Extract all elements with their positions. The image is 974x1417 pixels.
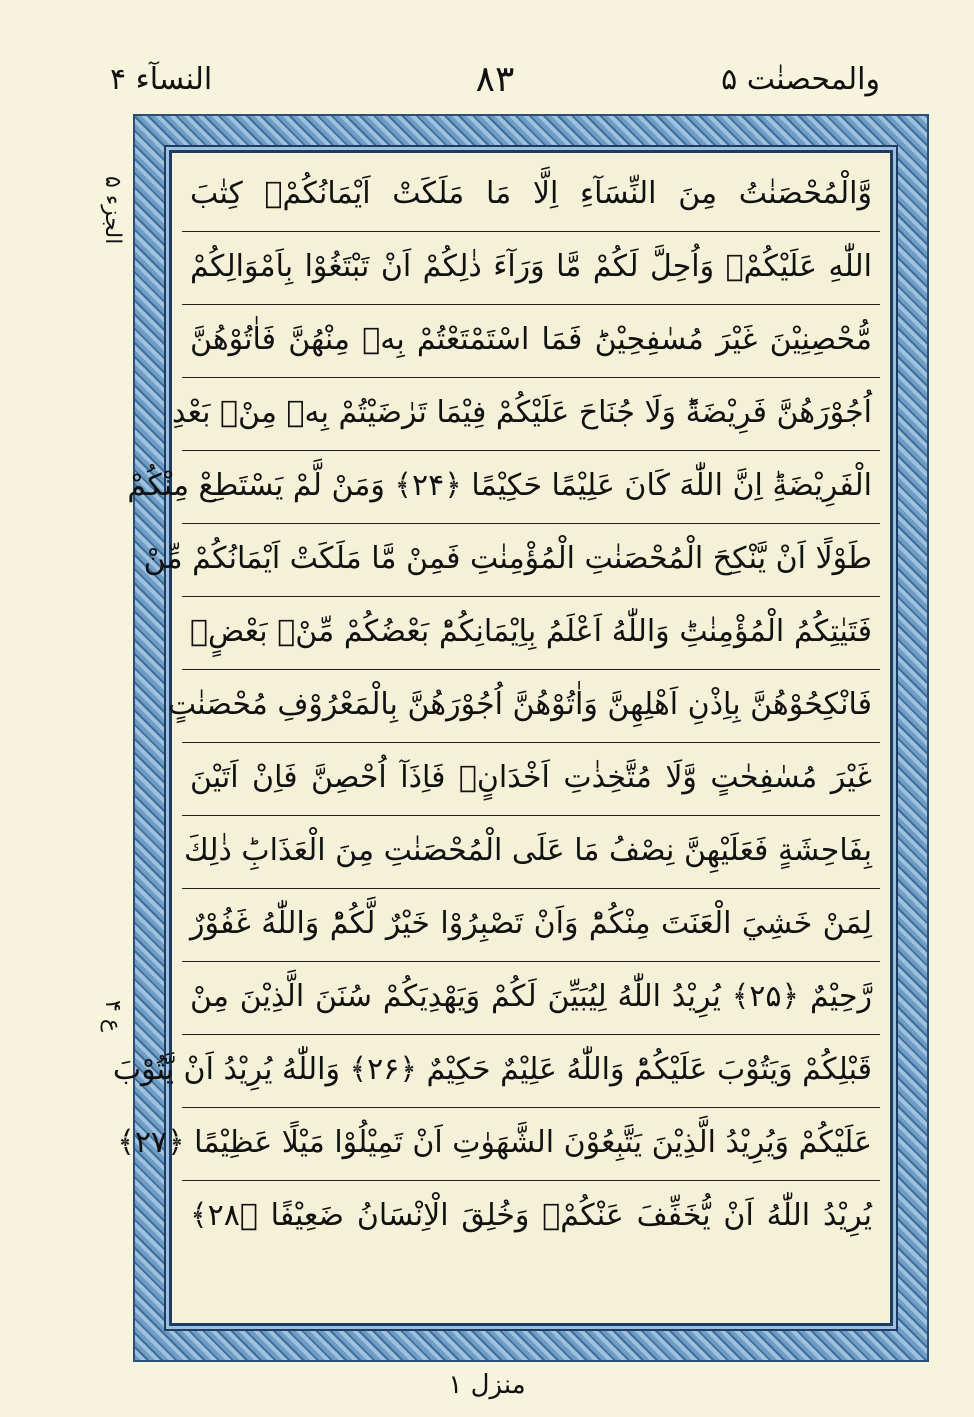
verse-line: فَانْكِحُوْهُنَّ بِاِذْنِ اَهْلِهِنَّ وَاٰتُوْهُنَّ اُجُوْرَهُنَّ بِالْمَعْرُوْفِ مُحْصَنٰتٍ (182, 670, 880, 743)
verse-line: رَّحِيْمٌ ﴿۲۵﴾ يُرِيْدُ اللّٰهُ لِيُبَيِّنَ لَكُمْ وَيَهْدِيَكُمْ سُنَنَ الَّذِيْنَ مِنْ (182, 962, 880, 1035)
ruku-marker: ع ۴ (100, 1000, 125, 1032)
verse-line: اُجُوْرَهُنَّ فَرِيْضَةًؕ وَلَا جُنَاحَ عَلَيْكُمْ فِيْمَا تَرٰضَيْتُمْ بِهٖ مِنْۢ بَعْدِ (182, 378, 880, 451)
manzil-label: منزل ۱ (448, 1370, 526, 1400)
verse-line: قَبْلِكُمْ وَيَتُوْبَ عَلَيْكُمْؕ وَاللّٰهُ عَلِيْمٌ حَكِيْمٌ ﴿۲۶﴾ وَاللّٰهُ يُرِيْدُ اَنْ يَّتُوْبَ (182, 1035, 880, 1108)
verse-line: لِمَنْ خَشِيَ الْعَنَتَ مِنْكُمْؕ وَاَنْ تَصْبِرُوْا خَيْرٌ لَّكُمْؕ وَاللّٰهُ غَفُوْرٌ (182, 889, 880, 962)
verse-line: يُرِيْدُ اللّٰهُ اَنْ يُّخَفِّفَ عَنْكُمْۚ وَخُلِقَ الْاِنْسَانُ ضَعِيْفًا ﴿۲۸﴾ (190, 1198, 872, 1233)
page-header (110, 58, 880, 108)
verse-line: طَوْلًا اَنْ يَّنْكِحَ الْمُحْصَنٰتِ الْمُؤْمِنٰتِ فَمِنْ مَّا مَلَكَتْ اَيْمَانُكُمْ مِّنْ (182, 524, 880, 597)
verse-line: غَيْرَ مُسٰفِحٰتٍ وَّلَا مُتَّخِذٰتِ اَخْدَانٍۚ فَاِذَآ اُحْصِنَّ فَاِنْ اَتَيْنَ (182, 743, 880, 816)
surah-name: النسآء ۴ (110, 62, 213, 97)
verse-line: عَلَيْكُمْ وَيُرِيْدُ الَّذِيْنَ يَتَّبِعُوْنَ الشَّهَوٰتِ اَنْ تَمِيْلُوْا مَيْلًا عَظِيْمًا ﴿۲۷﴾ (182, 1108, 880, 1181)
verse-line: وَّالْمُحْصَنٰتُ مِنَ النِّسَآءِ اِلَّا مَا مَلَكَتْ اَيْمَانُكُمْۚ كِتٰبَ (182, 159, 880, 232)
verse-line: اللّٰهِ عَلَيْكُمْۚ وَاُحِلَّ لَكُمْ مَّا وَرَآءَ ذٰلِكُمْ اَنْ تَبْتَغُوْا بِاَمْوَالِكُمْ (182, 232, 880, 305)
verse-line: مُّحْصِنِيْنَ غَيْرَ مُسٰفِحِيْنَؕ فَمَا اسْتَمْتَعْتُمْ بِهٖ مِنْهُنَّ فَاٰتُوْهُنَّ (182, 305, 880, 378)
page-number: ۸۳ (475, 59, 515, 100)
verse-line: بِفَاحِشَةٍ فَعَلَيْهِنَّ نِصْفُ مَا عَلَى الْمُحْصَنٰتِ مِنَ الْعَذَابِؕ ذٰلِكَ (182, 816, 880, 889)
verse-line: فَتَيٰتِكُمُ الْمُؤْمِنٰتِؕ وَاللّٰهُ اَعْلَمُ بِاِيْمَانِكُمْؕ بَعْضُكُمْ مِّنْۢ بَعْضٍۚ (182, 597, 880, 670)
juz-marker: الجزء ۵ (100, 176, 125, 245)
juz-name: والمحصنٰت ۵ (721, 62, 880, 97)
verse-line: الْفَرِيْضَةِؕ اِنَّ اللّٰهَ كَانَ عَلِيْمًا حَكِيْمًا ﴿۲۴﴾ وَمَنْ لَّمْ يَسْتَطِعْ مِنْكُمْ (182, 451, 880, 524)
